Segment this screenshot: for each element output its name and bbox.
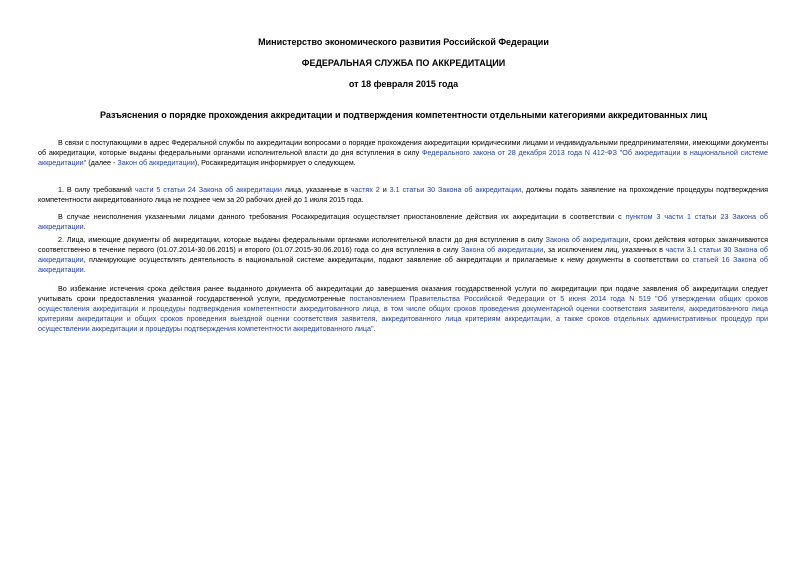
paragraph-1 (38, 185, 768, 205)
accreditation-law-link[interactable]: Закон об аккредитации (117, 158, 195, 167)
article-23-link[interactable]: пунктом 3 части 1 статьи 23 Закона об аккредитации (38, 212, 768, 231)
text: . (373, 324, 376, 333)
paragraph-suspension (38, 212, 768, 232)
text: В случае неисполнения указанными лицами данного требования Росаккредитация осуществляет приостановление действия их аккредитации в соответствии с (58, 212, 626, 221)
accreditation-law-link[interactable]: Закона об аккредитации (460, 245, 544, 254)
government-resolution-519-link[interactable]: постановлением Правительства Российской Федерации от 5 июня 2014 года N 519 "Об утверждении общих сроков осуществления аккредитации и процедуры подтверждения компетентности аккредитованного лица, в том числе общих сроков проведения документарной оценки соответствия заявителя, аккредитованного лица критериям аккредитации и общих сроков проведения выездной оценки соответствия заявителя, аккредитованного лица критериям аккредитации, а также сроков отдельных административных процедур при осуществлении аккредитации и процедуры подтверждения компетентности аккредитованного лица" (38, 294, 768, 333)
text: , планирующие осуществлять деятельность в национальной системе аккредитации, подают заявление об аккредитации и прилагаемые к нему документы в соответствии со (83, 255, 693, 264)
text: Во избежание истечения срока действия ранее выданного документа об аккредитации до завершения оказания государственной услуги по аккредитации при подаче заявления об аккредитации следует учитывать сроки предоставления указанной государственной услуги, предусмотренные (38, 284, 768, 303)
text: 2. Лица, имеющие документы об аккредитации, которые выданы федеральными органами исполнительной власти до дня вступления в силу (58, 235, 546, 244)
article-30-part-3-1-link[interactable]: части 3.1 статьи 30 Закона об аккредитации (38, 245, 768, 264)
article-24-part-5-link[interactable]: части 5 статьи 24 Закона об аккредитации (134, 185, 282, 194)
paragraph-intro (38, 138, 768, 168)
article-30-part-3-1-link[interactable]: 3.1 статьи 30 Закона об аккредитации (389, 185, 522, 194)
agency-name: ФЕДЕРАЛЬНАЯ СЛУЖБА ПО АККРЕДИТАЦИИ (301, 58, 506, 68)
law-412-fz-link[interactable]: Федерального закона от 28 декабря 2013 года N 412-ФЗ "Об аккредитации в национальной системе аккредитации" (38, 148, 768, 167)
accreditation-law-link[interactable]: Закона об аккредитации (545, 235, 629, 244)
article-16-link[interactable]: статьей 16 Закона об аккредитации (38, 255, 768, 274)
text: , сроки действия которых заканчиваются соответственно в течение первого (01.07.2014-30.06.2015) и второго (01.07.2015-30.06.2016) года со дня вступления в силу (38, 235, 768, 254)
paragraph-2 (38, 235, 768, 275)
text: . (83, 265, 86, 274)
ministry-name: Министерство экономического развития Российской Федерации (258, 37, 549, 47)
text: (далее - (86, 158, 118, 167)
document-date: от 18 февраля 2015 года (348, 79, 459, 89)
text: ), Росаккредитация информирует о следующем. (194, 158, 356, 167)
text: , за исключением лиц, указанных в (543, 245, 666, 254)
parts-2-link[interactable]: частях 2 (350, 185, 380, 194)
text: и (379, 185, 390, 194)
text: В связи с поступающими в адрес Федеральной службы по аккредитации вопросами о порядке прохождения аккредитации юридическими лицами и индивидуальными предпринимателями, имеющими документы об аккредитации, которые выданы федеральными органами исполнительной власти до дня вступления в силу (38, 138, 768, 157)
text: . (83, 222, 86, 231)
text: 1. В силу требований (58, 185, 135, 194)
paragraph-deadlines (38, 284, 768, 334)
document-title: Разъяснения о порядке прохождения аккредитации и подтверждения компетентности отдельными категориями аккредитованных лиц (99, 110, 707, 120)
text: , должны подать заявление на прохождение процедуры подтверждения компетентности аккредитованного лица не позднее чем за 20 рабочих дней до 1 июля 2015 года. (38, 185, 769, 204)
text: лица, указанные в (281, 185, 351, 194)
